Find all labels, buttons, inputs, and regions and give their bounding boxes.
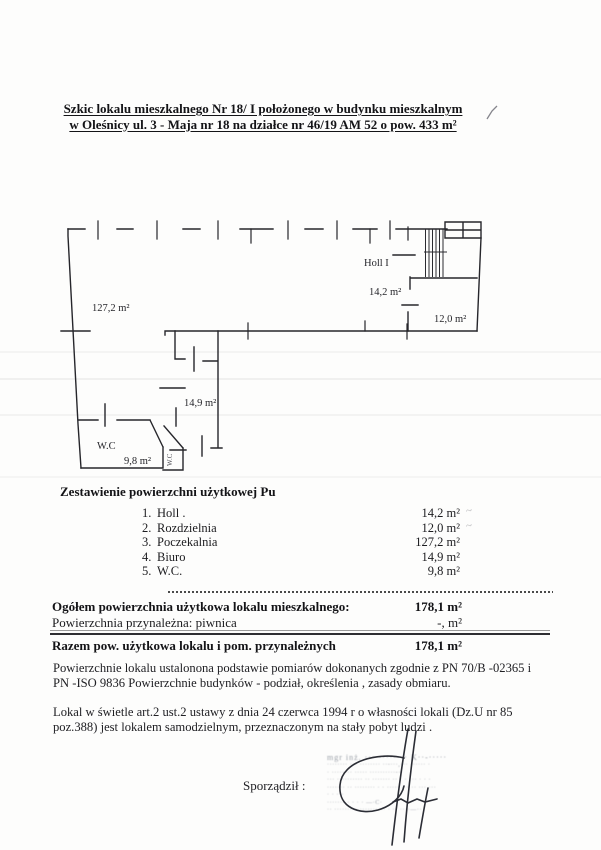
ancillary-label: Powierzchnia przynależna: piwnica bbox=[52, 615, 237, 630]
measurement-standard-note bbox=[53, 661, 543, 691]
room-area-value: 9,8 m² bbox=[427, 564, 460, 579]
window-ticks bbox=[98, 221, 408, 240]
area-row-biuro bbox=[60, 550, 462, 565]
room-name: W.C. bbox=[157, 564, 183, 579]
ancillary-value: -, m² bbox=[437, 615, 462, 630]
room-label-holl-area: 14,2 m² bbox=[369, 287, 402, 298]
area-row-rozdzielnia bbox=[60, 521, 462, 536]
stair-landing bbox=[445, 222, 481, 238]
document-title bbox=[48, 101, 478, 132]
stamp-line-illegible: · · ··· bbox=[327, 792, 345, 798]
dotted-divider bbox=[168, 591, 553, 593]
grand-total-label: Razem pow. użytkowa lokalu i pom. przynależnych bbox=[52, 638, 336, 653]
total-label: Ogółem powierzchnia użytkowa lokalu mieszkalnego: bbox=[52, 599, 350, 614]
room-name: Poczekalnia bbox=[157, 535, 218, 550]
grand-total-row bbox=[52, 638, 462, 654]
pen-tilde-mark: ~ bbox=[465, 519, 473, 533]
room-name: Rozdzielnia bbox=[157, 520, 217, 535]
total-value: 178,1 m² bbox=[414, 599, 462, 614]
divider-heavy bbox=[50, 633, 550, 635]
stamp-line-illegible: ·· ········· ·········· · ·· ····—·· bbox=[327, 807, 423, 813]
grand-total-value: 178,1 m² bbox=[414, 638, 462, 653]
wall-biuro bbox=[160, 331, 222, 456]
room-area-value: 12,0 m² bbox=[421, 520, 460, 535]
room-area-value: 14,9 m² bbox=[421, 549, 460, 564]
area-row-holl bbox=[60, 506, 462, 521]
totals-block bbox=[52, 599, 462, 631]
area-row-poczekalnia bbox=[60, 535, 462, 550]
row-number: 4. bbox=[142, 549, 152, 564]
wall-interior-long bbox=[165, 331, 477, 335]
stamp-line-illegible: mgr inż. ··· ········ K··-····· bbox=[327, 753, 448, 762]
stamp-line-illegible: ······· ·· ········ · · ····· · · ·· ··· ··· bbox=[327, 784, 437, 791]
area-row-wc bbox=[60, 564, 462, 579]
stamp-line-illegible: ··· ·········· ·· ······· ·· · · ··· · · · bbox=[327, 777, 432, 783]
note-line: PN -ISO 9836 Powierzchnie budynków - podział, określenia , zasady obmiaru. bbox=[53, 676, 451, 690]
ancillary-area-row bbox=[52, 615, 462, 631]
total-usable-area-row bbox=[52, 599, 462, 615]
row-number: 5. bbox=[142, 564, 152, 579]
room-label-poczekalnia: 127,2 m² bbox=[92, 303, 130, 314]
note-line: poz.388) jest lokalem samodzielnym, przeznaczonym na stały pobyt ludzi . bbox=[53, 720, 433, 734]
room-name: Biuro bbox=[157, 549, 186, 564]
stamp-line-illegible: ········ ··· ········ ··-···,··· ······ · bbox=[327, 762, 431, 768]
floor-plan bbox=[50, 193, 500, 485]
wall-right bbox=[477, 238, 481, 331]
room-label-wc-area: 9,8 m² bbox=[124, 456, 152, 467]
row-number: 3. bbox=[142, 535, 152, 550]
room-label-biuro-area: 14,9 m² bbox=[184, 398, 217, 409]
staircase-hatch bbox=[424, 229, 447, 277]
room-label-holl: Holl I bbox=[364, 258, 389, 269]
room-label-wc: W.C bbox=[97, 441, 116, 452]
prepared-by-label: Sporządził : bbox=[243, 778, 306, 793]
row-number: 2. bbox=[142, 520, 152, 535]
title-line-2: w Oleśnicy ul. 3 - Maja nr 18 na działce nr 46/19 AM 52 o pow. 433 m² bbox=[69, 116, 457, 132]
area-summary-list bbox=[60, 484, 462, 579]
divider-thin bbox=[50, 630, 550, 631]
pen-tilde-mark: ~ bbox=[465, 504, 473, 518]
title-line-1: Szkic lokalu mieszkalnego Nr 18/ I położonego w budynku mieszkalnym bbox=[63, 101, 463, 116]
room-label-rozdzielnia-area: 12,0 m² bbox=[434, 314, 467, 325]
pen-check-mark bbox=[484, 104, 500, 122]
room-area-value: 127,2 m² bbox=[415, 535, 460, 550]
handwritten-signature bbox=[330, 722, 475, 850]
wall-left bbox=[68, 229, 81, 468]
row-number: 1. bbox=[142, 506, 152, 520]
room-area-value: 14,2 m² bbox=[421, 506, 460, 520]
wall-holl-bottom bbox=[410, 277, 477, 289]
room-name: Holl . bbox=[157, 506, 186, 520]
stamp-line-illegible: · ········ ····· ··········-·· bbox=[327, 769, 404, 776]
note-line: Lokal w świetle art.2 ust.2 ustawy z dnia 24 czerwca 1994 r o własności lokali (Dz.U nr 85 bbox=[53, 705, 513, 719]
room-label-wc-corridor: W.C bbox=[166, 453, 174, 466]
wall-stub-ticks bbox=[248, 229, 407, 339]
area-list-heading: Zestawienie powierzchni użytkowej Pu bbox=[60, 484, 276, 499]
note-line: Powierzchnie lokalu ustalonona podstawie pomiarów dokonanych zgodnie z PN 70/B -02365 i bbox=[53, 661, 532, 675]
stamp-line-illegible: ······· · · · · —·C· bbox=[327, 799, 383, 806]
